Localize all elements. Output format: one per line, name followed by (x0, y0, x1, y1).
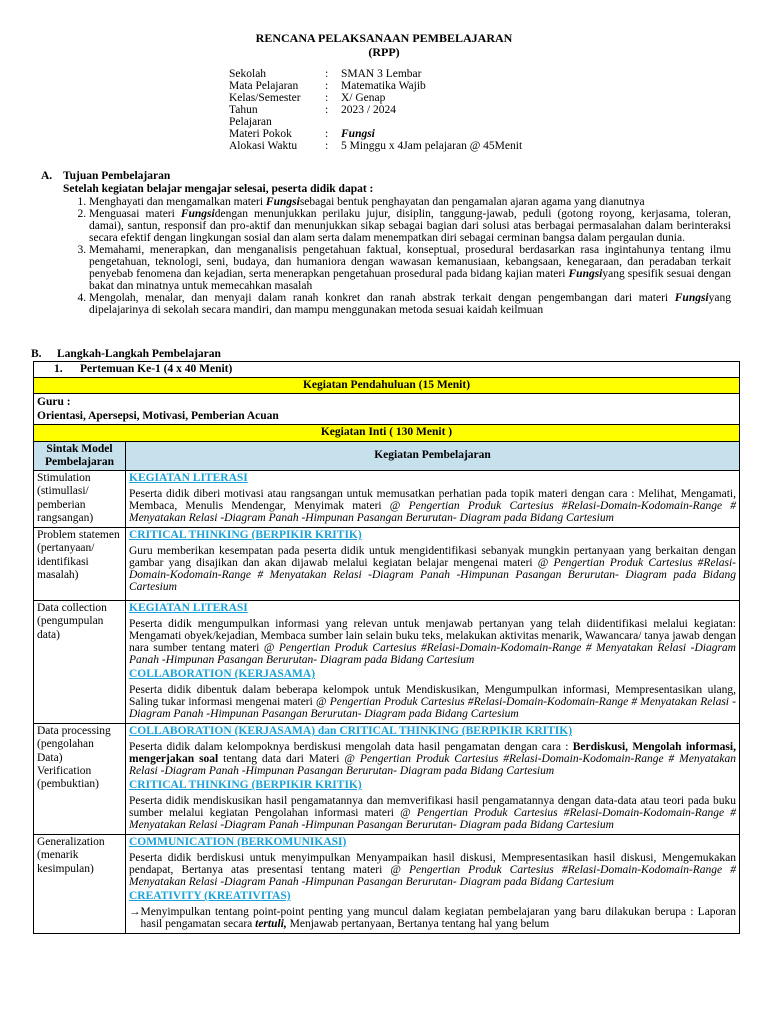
section-a (41, 170, 731, 316)
table-row: Data processing (pengolahan Data) Verification (pembuktian) COLLABORATION (KERJASAMA) dan CRITICAL THINKING (BERPIKIR KRITIK) Peserta didik dalam kelompoknya berdiskusi mengolah data hasil pengamatan dengan cara : Berdiskusi, Mengolah informasi, mengerjakan soal tentang data dari Materi @ Pengertian Produk Cartesius #Relasi-Domain-Kodomain-Range # Menyatakan Relasi -Diagram Panah -Himpunan Pasangan Berurutan- Diagram pada Bidang Cartesium CRITICAL THINKING (BERPIKIR KRITIK) Peserta didik mendiskusikan hasil pengamatannya dan memverifikasi hasil pengamatannya dengan data-data atau teori pada buku sumber melalui kegiatan Pengolahan informasi materi @ Pengertian Produk Cartesius #Relasi-Domain-Kodomain-Range # Menyatakan Relasi -Diagram Panah -Himpunan Pasangan Berurutan- Diagram pada Bidang Cartesium (34, 724, 740, 835)
column-header: Kegiatan Pembelajaran (126, 441, 740, 470)
meeting-row: 1. Pertemuan Ke-1 (4 x 40 Menit) (34, 362, 740, 378)
pendahuluan-row: Kegiatan Pendahuluan (15 Menit) (34, 378, 740, 394)
guru-row: Guru : Orientasi, Apersepsi, Motivasi, Pemberian Acuan (34, 394, 740, 425)
section-a-heading: A. Tujuan Pembelajaran (41, 170, 171, 182)
column-header-row (34, 441, 740, 470)
section-a-intro: Setelah kegiatan belajar mengajar selesai, peserta didik dapat : (63, 183, 374, 195)
table-row: Stimulation (stimullasi/ pemberian rangsangan) KEGIATAN LITERASI Peserta didik diberi motivasi atau rangsangan untuk memusatkan perhatian pada topik materi dengan cara : Melihat, Mengamati, Membaca, Menulis Mendengar, Menyimak materi @ Pengertian Produk Cartesius #Relasi-Domain-Kodomain-Range # Menyatakan Relasi -Diagram Panah -Himpunan Pasangan Berurutan- Diagram pada Bidang Cartesium (34, 471, 740, 528)
list-item: 4. Mengolah, menalar, dan menyaji dalam ranah konkret dan ranah abstrak terkait dengan pengembangan dari materi Fungsiyang dipelajarinya di sekolah secara mandiri, dan mampu menggunakan metoda sesuai kaidah keilmuan (89, 292, 731, 316)
info-row: Pelajaran (229, 116, 272, 128)
objectives-list (41, 196, 731, 316)
document-title (0, 31, 768, 59)
info-row: Materi Pokok : Fungsi (229, 128, 375, 140)
list-item: 2. Menguasai materi Fungsidengan menunjukkan perilaku jujur, disiplin, tanggung-jawab, peduli (gotong royong, kerjasama, toleran, damai), santun, responsif dan pro-aktif dan menunjukkan sikap sebagai bagian dari solusi atas berbagai permasalahan dalam berinteraksi secara efektif dengan lingkungan sosial dan alam serta dalam menempatkan diri sebagai cerminan bangsa dalam pergaulan dunia. (89, 208, 731, 244)
column-header: Sintak Model Pembelajaran (34, 441, 126, 470)
section-b-heading: B. Langkah-Langkah Pembelajaran (31, 348, 221, 360)
info-block (229, 68, 601, 152)
inti-row: Kegiatan Inti ( 130 Menit ) (34, 425, 740, 441)
list-item: 1. Menghayati dan mengamalkan materi Fungsisebagai bentuk penghayatan dan pengamalan ajaran agama yang dianutnya (89, 196, 731, 208)
list-item: 3. Memahami, menerapkan, dan menganalisis pengetahuan faktual, konseptual, prosedural berdasarkan rasa ingintahunya tentang ilmu pengetahuan, teknologi, seni, budaya, dan humaniora dengan wawasan kemanusiaan, kebangsaan, kenegaraan, dan peradaban terkait penyebab fenomena dan kejadian, serta menerapkan pengetahuan prosedural pada bidang kajian materi Fungsiyang spesifik sesuai dengan bakat dan minatnya untuk memecahkan masalah (89, 244, 731, 292)
table-row: Generalization (menarik kesimpulan) COMMUNICATION (BERKOMUNIKASI) Peserta didik berdiskusi untuk menyimpulkan Menyampaikan hasil diskusi, Mempresentasikan hasil diskusi, Mengemukakan pendapat, Bertanya atas presentasi tentang materi @ Pengertian Produk Cartesius #Relasi-Domain-Kodomain-Range # Menyatakan Relasi -Diagram Panah -Himpunan Pasangan Berurutan- Diagram pada Bidang Cartesium CREATIVITY (KREATIVITAS) → Menyimpulkan tentang point-point penting yang muncul dalam kegiatan pembelajaran yang baru dilakukan berupa : Laporan hasil pengamatan secara tertuli, Menjawab pertanyaan, Bertanya tentang hal yang belum (34, 835, 740, 934)
info-row: Alokasi Waktu : 5 Minggu x 4Jam pelajaran @ 45Menit (229, 140, 523, 152)
learning-steps-table (33, 361, 740, 934)
table-row: Problem statemen (pertanyaan/ identifikasi masalah) CRITICAL THINKING (BERPIKIR KRITIK) Guru memberikan kesempatan pada peserta didik untuk mengidentifikasi sebanyak mungkin pertanyaan yang berkaitan dengan gambar yang disajikan dan akan dijawab melalui kegiatan belajar mengenai materi @ Pengertian Produk Cartesius #Relasi-Domain-Kodomain-Range # Menyatakan Relasi -Diagram Panah -Himpunan Pasangan Berurutan- Diagram pada Bidang Cartesium (34, 528, 740, 601)
table-row: Data collection (pengumpulan data) KEGIATAN LITERASI Peserta didik mengumpulkan informasi yang relevan untuk menjawab pertanyan yang telah diidentifikasi melalui kegiatan: Mengamati obyek/kejadian, Membaca sumber lain selain buku teks, melakukan aktivitas menarik, Wawancara/ tanya jawab dengan nara sumber tentang materi @ Pengertian Produk Cartesius #Relasi-Domain-Kodomain-Range # Menyatakan Relasi -Diagram Panah -Himpunan Pasangan Berurutan- Diagram pada Bidang Cartesium COLLABORATION (KERJASAMA) Peserta didik dibentuk dalam beberapa kelompok untuk Mendiskusikan, Mengumpulkan informasi, Mempresentasikan ulang, Saling tukar informasi mengenai materi @ Pengertian Produk Cartesius #Relasi-Domain-Kodomain-Range # Menyatakan Relasi -Diagram Panah -Himpunan Pasangan Berurutan- Diagram pada Bidang Cartesium (34, 601, 740, 724)
title-line-2: (RPP) (368, 45, 400, 59)
info-row: Tahun : 2023 / 2024 (229, 104, 396, 116)
info-row: Kelas/Semester : X/ Genap (229, 92, 386, 104)
info-row: Mata Pelajaran : Matematika Wajib (229, 80, 426, 92)
title-line-1: RENCANA PELAKSANAAN PEMBELAJARAN (255, 31, 513, 45)
info-row: Sekolah : SMAN 3 Lembar (229, 68, 422, 80)
arrow-icon: → (129, 906, 141, 919)
